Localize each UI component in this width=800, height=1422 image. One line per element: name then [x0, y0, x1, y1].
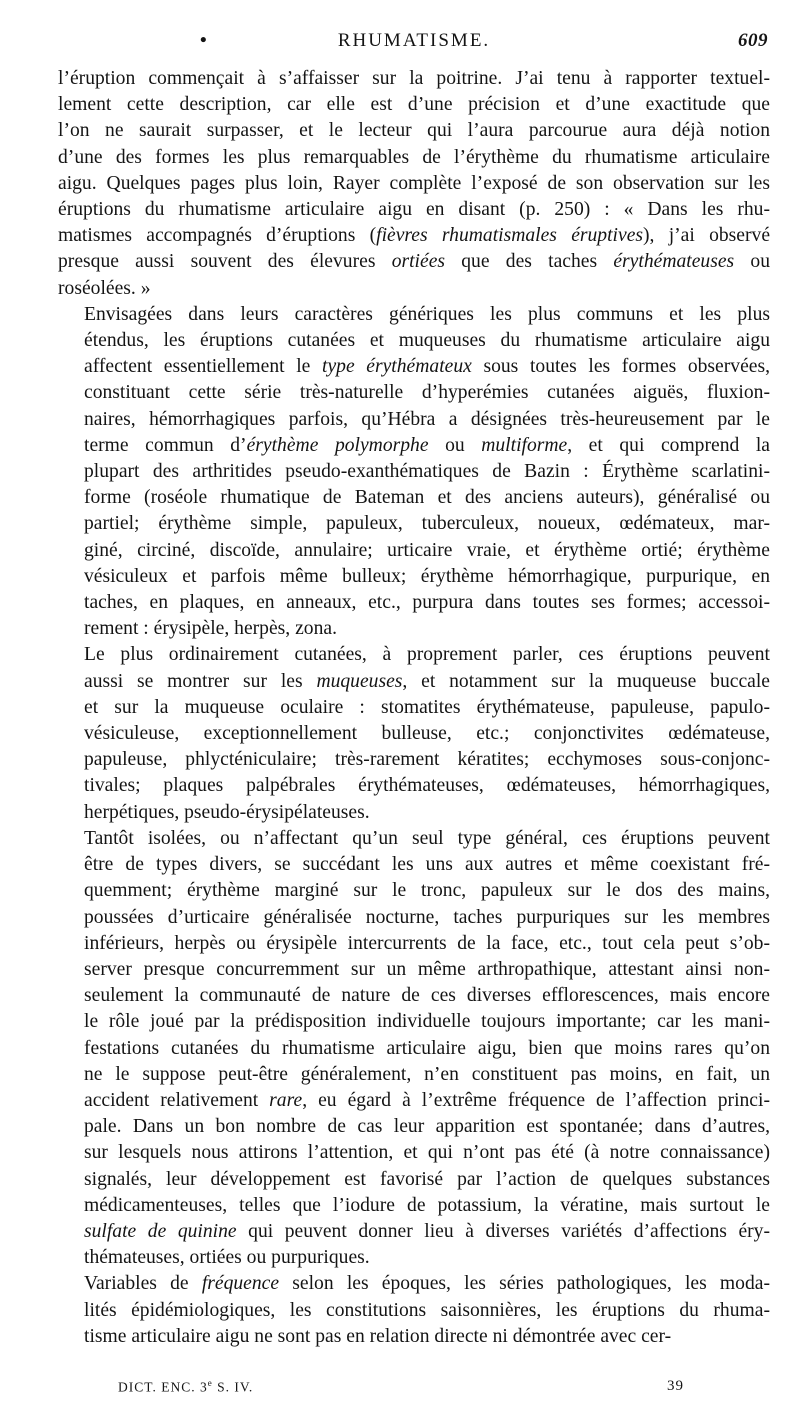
text-line: [58, 302, 770, 328]
italic-text: type érythémateux: [322, 356, 472, 378]
text-run: vésiculeux et parfois même bulleux; érythème hémorrhagique, purpurique, en: [84, 565, 770, 587]
text-run: pale. Dans un bon nombre de cas leur apparition est spontanée; dans d’autres,: [84, 1116, 770, 1138]
header-bullet: •: [200, 30, 208, 51]
text-run: Envisagées dans leurs caractères génériques les plus communs et les plus: [84, 303, 770, 325]
text-run: Le plus ordinairement cutanées, à proprement parler, ces éruptions peuvent: [84, 644, 770, 666]
text-run: , et qui comprend la: [567, 434, 770, 456]
body-text: [58, 66, 770, 1350]
text-line: [58, 721, 770, 747]
italic-text: ortiées: [391, 251, 446, 273]
text-run: matismes accompagnés d’éruptions (: [58, 225, 377, 247]
text-line: [58, 878, 770, 904]
text-run: étendus, les éruptions cutanées et muqueuses du rhumatisme articulaire aigu: [84, 330, 770, 352]
text-line: [58, 328, 770, 354]
text-run: tivales; plaques palpébrales érythémateuses, œdémateuses, hémorrhagiques,: [84, 775, 770, 797]
text-line: [58, 773, 770, 799]
text-line: [58, 197, 770, 223]
text-run: que des taches: [445, 251, 614, 273]
text-line: [58, 407, 770, 433]
text-run: poussées d’urticaire généralisée nocturne, taches purpuriques sur les membres: [84, 906, 770, 928]
text-run: terme commun d’: [84, 434, 247, 456]
text-line: [58, 905, 770, 931]
italic-text: rare: [269, 1089, 303, 1111]
text-line: [58, 1219, 770, 1245]
text-line: [58, 459, 770, 485]
text-line: [58, 747, 770, 773]
text-run: giné, circiné, discoïde, annulaire; urticaire vraie, et érythème ortié; érythème: [84, 539, 770, 561]
text-line: [58, 1062, 770, 1088]
italic-text: érythème polymorphe: [246, 434, 429, 456]
text-run: Tantôt isolées, ou n’affectant qu’un seul type général, ces éruptions peuvent: [84, 827, 770, 849]
text-line: [58, 1167, 770, 1193]
text-line: [58, 1140, 770, 1166]
text-line: [58, 66, 770, 92]
text-line: [58, 957, 770, 983]
text-line: [58, 852, 770, 878]
text-line: [58, 1298, 770, 1324]
text-line: [58, 249, 770, 275]
text-line: [58, 511, 770, 537]
text-line: [58, 1036, 770, 1062]
printer-signature: DICT. ENC. 3e S. IV.: [118, 1378, 254, 1395]
text-run: quemment; érythème marginé sur le tronc, papuleux sur le dos des mains,: [84, 880, 770, 902]
text-run: , eu égard à l’extrême fréquence de l’affection princi-: [302, 1089, 770, 1111]
text-run: aigu. Quelques pages plus loin, Rayer complète l’exposé de son observation sur les: [58, 172, 770, 194]
running-header: [60, 30, 768, 60]
text-line: [58, 538, 770, 564]
italic-text: sulfate de quinine: [84, 1220, 237, 1242]
text-line: [58, 276, 770, 302]
text-run: et sur la muqueuse oculaire : stomatites érythémateuse, papuleuse, papulo-: [84, 696, 770, 718]
text-run: forme (roséole rhumatique de Bateman et des anciens auteurs), généralisé ou: [84, 487, 770, 509]
italic-text: multiforme: [481, 434, 568, 456]
text-run: , et notamment sur la muqueuse buccale: [402, 670, 770, 692]
text-run: le rôle joué par la prédisposition individuelle toujours importante; car les mani-: [84, 1011, 770, 1033]
text-line: [58, 223, 770, 249]
text-run: lités épidémiologiques, les constitutions saisonnières, les éruptions du rhuma-: [84, 1299, 770, 1321]
text-run: plupart des arthritides pseudo-exanthématiques de Bazin : Érythème scarlatini-: [84, 461, 770, 483]
text-run: seulement la communauté de nature de ces diverses efflorescences, mais encore: [84, 985, 770, 1007]
text-line: [58, 616, 770, 642]
text-line: [58, 145, 770, 171]
italic-text: érythémateuses: [613, 251, 735, 273]
text-run: vésiculeuse, exceptionnellement bulleuse, etc.; conjonctivites œdémateuse,: [84, 723, 770, 745]
text-line: [58, 1193, 770, 1219]
text-run: ), j’ai observé: [643, 225, 771, 247]
text-run: presque aussi souvent des élevures: [58, 251, 392, 273]
text-run: thémateuses, ortiées ou purpuriques.: [84, 1247, 370, 1269]
text-line: [58, 354, 770, 380]
text-run: qui peuvent donner lieu à diverses variétés d’affections éry-: [236, 1220, 771, 1242]
text-line: [58, 564, 770, 590]
text-line: [58, 1114, 770, 1140]
text-line: [58, 171, 770, 197]
text-run: constituant cette série très-naturelle d’hyperémies cutanées aiguës, fluxion-: [84, 382, 770, 404]
paragraph: [58, 642, 770, 825]
text-line: [58, 380, 770, 406]
text-run: l’on ne saurait surpasser, et le lecteur qui l’aura parcourue aura déjà notion: [58, 120, 770, 142]
text-line: [58, 1009, 770, 1035]
text-run: d’une des formes les plus remarquables de l’érythème du rhumatisme articulaire: [58, 146, 770, 168]
paragraph: [58, 1271, 770, 1350]
text-run: papuleuse, phlycténiculaire; très-rarement kératites; ecchymoses sous-conjonc-: [84, 749, 770, 771]
text-line: [58, 826, 770, 852]
text-run: sous toutes les formes observées,: [471, 356, 770, 378]
text-line: [58, 590, 770, 616]
text-run: lement cette description, car elle est d’une précision et d’une exactitude que: [58, 94, 770, 116]
text-run: signalés, leur développement est favorisé par l’action de quelques substances: [84, 1168, 770, 1190]
text-line: [58, 669, 770, 695]
text-line: [58, 92, 770, 118]
text-run: tisme articulaire aigu ne sont pas en relation directe ni démontrée avec cer-: [84, 1325, 672, 1347]
text-run: festations cutanées du rhumatisme articulaire aigu, bien que moins rares qu’on: [84, 1037, 770, 1059]
text-line: [58, 118, 770, 144]
text-run: être de types divers, se succédant les uns aux autres et même coexistant fré-: [84, 854, 770, 876]
italic-text: fréquence: [201, 1273, 280, 1295]
paragraph: [58, 826, 770, 1271]
paragraph: [58, 302, 770, 643]
text-run: Variables de: [84, 1273, 202, 1295]
page-footer: [118, 1378, 684, 1400]
text-run: roséolées. »: [58, 277, 151, 299]
text-line: [58, 1324, 770, 1350]
text-line: [58, 642, 770, 668]
text-line: [58, 1271, 770, 1297]
sheet-number: 39: [667, 1378, 684, 1394]
text-run: accident relativement: [84, 1089, 270, 1111]
text-run: rement : érysipèle, herpès, zona.: [84, 618, 337, 640]
text-run: inférieurs, herpès ou érysipèle intercurrents de la face, etc., tout cela peut s’ob-: [84, 932, 770, 954]
text-run: partiel; érythème simple, papuleux, tuberculeux, noueux, œdémateux, mar-: [84, 513, 770, 535]
text-line: [58, 931, 770, 957]
text-run: ou: [428, 434, 482, 456]
text-run: taches, en plaques, en anneaux, etc., purpura dans toutes ses formes; accessoi-: [84, 592, 770, 614]
page-number: 609: [738, 30, 768, 51]
text-run: affectent essentiellement le: [84, 356, 323, 378]
paragraph: [58, 66, 770, 302]
text-run: ou: [734, 251, 770, 273]
text-line: [58, 485, 770, 511]
text-line: [58, 695, 770, 721]
text-line: [58, 1088, 770, 1114]
text-line: [58, 433, 770, 459]
text-run: l’éruption commençait à s’affaisser sur la poitrine. J’ai tenu à rapporter textuel-: [58, 68, 770, 89]
text-run: sur lesquels nous attirons l’attention, et qui n’ont pas été (à notre connaissance): [84, 1142, 770, 1164]
text-line: [58, 983, 770, 1009]
text-run: éruptions du rhumatisme articulaire aigu en disant (p. 250) : « Dans les rhu-: [58, 199, 770, 221]
text-run: herpétiques, pseudo-érysipélateuses.: [84, 801, 370, 823]
text-run: server presque concurremment sur un même arthropathique, attestant ainsi non-: [84, 958, 770, 980]
text-run: aussi se montrer sur les: [84, 670, 317, 692]
text-line: [58, 800, 770, 826]
italic-text: fièvres rhumatismales éruptives: [376, 225, 644, 247]
text-line: [58, 1245, 770, 1271]
text-run: médicamenteuses, telles que l’iodure de potassium, la vératine, mais surtout le: [84, 1194, 770, 1216]
text-run: selon les époques, les séries pathologiques, les moda-: [279, 1273, 770, 1295]
italic-text: muqueuses: [316, 670, 403, 692]
running-title: RHUMATISME.: [337, 30, 491, 51]
text-run: naires, hémorrhagiques parfois, qu’Hébra a désignées très-heureusement par le: [84, 408, 770, 430]
text-run: ne le suppose peut-être généralement, n’en constituent pas moins, en fait, un: [84, 1063, 770, 1085]
